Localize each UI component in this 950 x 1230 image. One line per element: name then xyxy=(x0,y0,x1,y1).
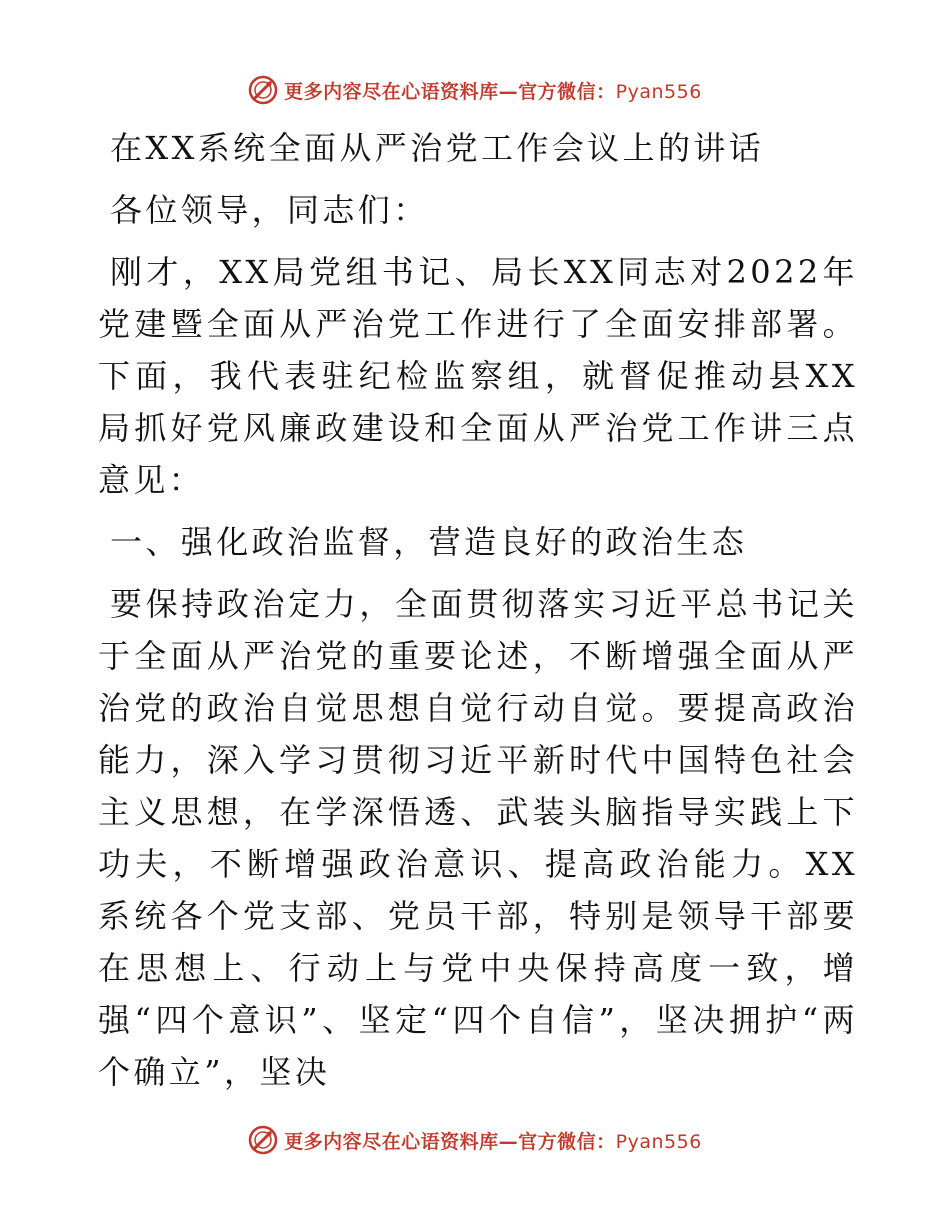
watermark-wechat-id: Pyan556 xyxy=(615,80,702,103)
watermark-wechat-id: Pyan556 xyxy=(615,1130,702,1153)
section-heading-1: 一、强化政治监督，营造良好的政治生态 xyxy=(110,523,748,561)
document-body xyxy=(98,122,858,1098)
watermark-text: 更多内容尽在心语资料库—官方微信： xyxy=(284,80,616,103)
seal-logo-icon xyxy=(248,75,278,105)
section-body-1: 要保持政治定力，全面贯彻落实习近平总书记关于全面从严治党的重要论述，不断增强全面从严治党的政治自觉思想自觉行动自觉。要提高政治能力，深入学习贯彻习近平新时代中国特色社会主义思想，在学深悟透、武装头脑指导实践上下功夫，不断增强政治意识、提高政治能力。XX系统各个党支部、党员干部，特别是领导干部要在思想上、行动上与党中央保持高度一致，增强“四个意识”、坚定“四个自信”，坚决拥护“两个确立”，坚决 xyxy=(98,585,858,1091)
watermark-footer xyxy=(0,1122,950,1158)
intro-paragraph: 刚才，XX局党组书记、局长XX同志对2022年党建暨全面从严治党工作进行了全面安排部署。下面，我代表驻纪检监察组，就督促推动县XX局抓好党风廉政建设和全面从严治党工作讲三点意见： xyxy=(98,253,858,499)
greeting: 各位领导，同志们： xyxy=(110,191,429,229)
watermark-text: 更多内容尽在心语资料库—官方微信： xyxy=(284,1130,616,1153)
seal-logo-icon xyxy=(248,1125,278,1155)
watermark-header xyxy=(0,72,950,108)
document-title: 在XX系统全面从严治党工作会议上的讲话 xyxy=(110,129,765,167)
